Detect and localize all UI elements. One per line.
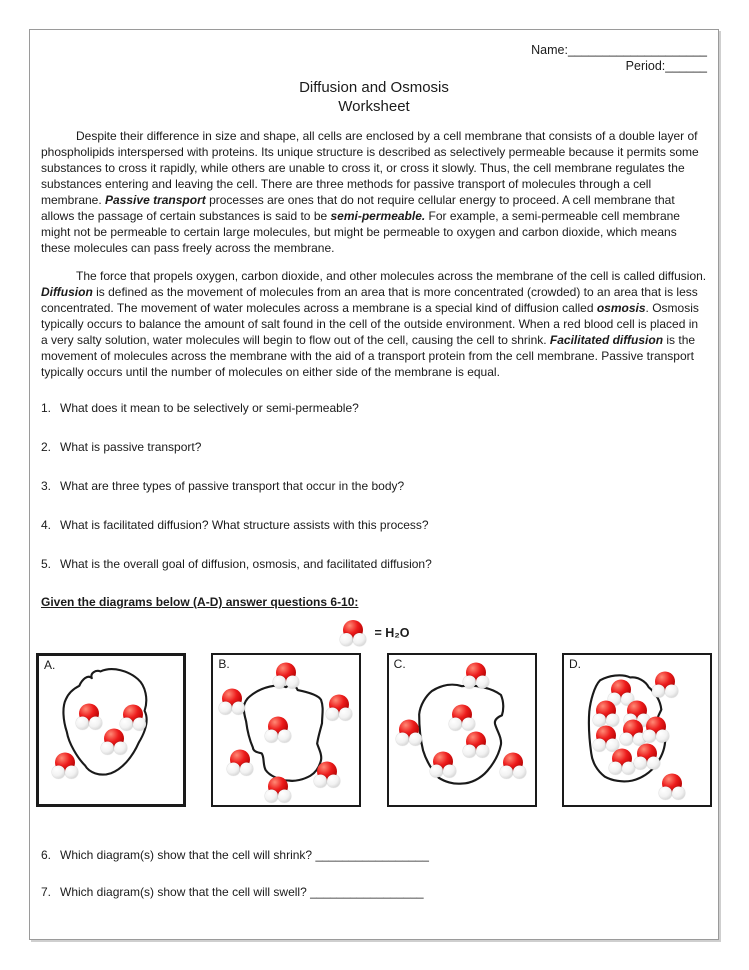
diagram-d (562, 653, 712, 807)
water-molecule-outside (312, 762, 342, 789)
question-5 (41, 556, 707, 572)
water-molecule-outside (394, 720, 424, 747)
water-molecule-inside (428, 751, 458, 778)
diagram-a (36, 653, 186, 807)
diagram-b-label: B. (218, 657, 230, 671)
water-molecule-outside (461, 663, 491, 690)
question-4-text: What is facilitated diffusion? What structure assists with this process? (60, 518, 429, 532)
hydrogen-sphere (286, 676, 299, 689)
hydrogen-sphere (652, 685, 665, 698)
hydrogen-sphere (476, 676, 489, 689)
diagram-d-molecules (564, 655, 710, 805)
hydrogen-sphere (227, 763, 240, 776)
diagram-row (36, 653, 712, 807)
title-line-1: Diffusion and Osmosis (299, 79, 449, 96)
question-6-text: Which diagram(s) show that the cell will shrink? (60, 848, 313, 862)
question-3-text: What are three types of passive transport that occur in the body? (60, 479, 405, 493)
hydrogen-sphere (609, 761, 622, 774)
hydrogen-sphere (463, 676, 476, 689)
hydrogen-sphere (620, 733, 633, 746)
worksheet-page (29, 29, 719, 940)
water-molecule-outside (50, 752, 80, 779)
period-row (41, 58, 707, 74)
question-7-number: 7. (41, 885, 52, 899)
question-2-text: What is passive transport? (60, 440, 202, 454)
diagram-section-heading: Given the diagrams below (A-D) answer questions 6-10: (41, 595, 359, 609)
question-4 (41, 517, 707, 533)
diagram-b (211, 653, 361, 807)
water-molecule-outside (263, 777, 293, 804)
hydrogen-sphere (513, 766, 526, 779)
question-2 (41, 439, 707, 455)
question-7-text: Which diagram(s) show that the cell will swell? (60, 885, 307, 899)
bottom-question-list (41, 847, 707, 900)
hydrogen-sphere (659, 787, 672, 800)
water-molecule-icon (338, 620, 368, 647)
water-molecule-inside (263, 717, 293, 744)
hydrogen-sphere (273, 676, 286, 689)
hydrogen-sphere (114, 741, 127, 754)
hydrogen-sphere (265, 730, 278, 743)
question-4-number: 4. (41, 518, 52, 532)
diagram-d-label: D. (568, 657, 581, 671)
question-5-text: What is the overall goal of diffusion, osmosis, and facilitated diffusion? (60, 557, 432, 571)
hydrogen-sphere (443, 764, 456, 777)
hydrogen-sphere (76, 716, 89, 729)
water-molecule-inside (74, 703, 104, 730)
legend (41, 619, 707, 647)
diagram-c (387, 653, 537, 807)
name-label: Name: (531, 43, 568, 57)
water-molecule-outside (498, 753, 528, 780)
water-molecule-inside (632, 744, 662, 771)
hydrogen-sphere (101, 741, 114, 754)
question-6-number: 6. (41, 848, 52, 862)
legend-label: = H₂O (374, 626, 410, 640)
intro-paragraph-1: Despite their difference in size and shape, all cells are enclosed by a cell membrane that consists of a double layer of phospholipids interspersed with proteins. Its unique structure is described as selectively permeable because it permits some substances to cross it rapidly, while others are unable to cross it, or cross it slowly. Thus, the cell membrane regulates the substances entering and leaving the cell. There are three methods for passive transport of molecules through a cell membrane. Passive transport processes are ones that do not require cellular energy to proceed. A cell membrane that allows the passage of certain substances is said to be semi-permeable. For example, a semi-permeable cell membrane might not be permeable to certain large molecules, but might be permeable to oxygen and carbon dioxide, which means these molecules can pass freely across the membrane. (41, 129, 699, 255)
water-molecule-outside (217, 688, 247, 715)
name-row (41, 42, 707, 58)
hydrogen-sphere (133, 718, 146, 731)
header-block (41, 42, 707, 74)
hydrogen-sphere (219, 701, 232, 714)
hydrogen-sphere (327, 775, 340, 788)
hydrogen-sphere (593, 739, 606, 752)
question-1-number: 1. (41, 401, 52, 415)
question-1 (41, 400, 707, 416)
hydrogen-sphere (672, 787, 685, 800)
question-5-number: 5. (41, 557, 52, 571)
hydrogen-sphere (476, 745, 489, 758)
hydrogen-sphere (89, 716, 102, 729)
diagram-c-molecules (389, 655, 535, 805)
question-3 (41, 478, 707, 494)
hydrogen-sphere (339, 707, 352, 720)
diagram-a-molecules (39, 656, 183, 804)
water-molecule-inside (99, 728, 129, 755)
water-molecule-outside (324, 694, 354, 721)
hydrogen-sphere-right (353, 633, 366, 646)
hydrogen-sphere-left (340, 633, 353, 646)
hydrogen-sphere (278, 730, 291, 743)
hydrogen-sphere (647, 757, 660, 770)
question-7 (41, 884, 707, 900)
hydrogen-sphere (409, 733, 422, 746)
hydrogen-sphere (449, 718, 462, 731)
water-molecule-inside (461, 732, 491, 759)
hydrogen-sphere (643, 730, 656, 743)
hydrogen-sphere (232, 701, 245, 714)
hydrogen-sphere (634, 757, 647, 770)
hydrogen-sphere (314, 775, 327, 788)
page-title (41, 78, 707, 116)
question-2-number: 2. (41, 440, 52, 454)
hydrogen-sphere (396, 733, 409, 746)
question-1-text: What does it mean to be selectively or semi-permeable? (60, 401, 359, 415)
water-molecule-outside (271, 663, 301, 690)
period-blank-line: ______ (665, 59, 707, 73)
hydrogen-sphere (463, 745, 476, 758)
diagram-a-label: A. (44, 658, 56, 672)
question-6-answer-line: _________________ (315, 848, 429, 862)
diagram-c-label: C. (393, 657, 406, 671)
water-molecule-outside (657, 774, 687, 801)
water-molecule-inside (447, 705, 477, 732)
title-line-2: Worksheet (338, 98, 410, 115)
diagram-b-molecules (213, 655, 359, 805)
name-blank-line: ____________________ (567, 43, 707, 57)
hydrogen-sphere (665, 685, 678, 698)
hydrogen-sphere (656, 730, 669, 743)
hydrogen-sphere (278, 790, 291, 803)
intro-paragraph-2: The force that propels oxygen, carbon dioxide, and other molecules across the membrane of the cell is called diffusion. Diffusion is defined as the movement of molecules from an area that is more concentrated (crowded) to an area that is less concentrated. The movement of water molecules across a membrane is a special kind of diffusion called osmosis. Osmosis typically occurs to balance the amount of salt found in the cell of the outside environment. When a red blood cell is placed in a very salty solution, water molecules will begin to flow out of the cell, causing the cell to shrink. Facilitated diffusion is the movement of molecules across the membrane with the aid of a transport protein from the cell membrane. Passive transport typically occurs until the number of molecules on either side of the membrane is equal. (41, 269, 707, 379)
hydrogen-sphere (265, 790, 278, 803)
question-6 (41, 847, 707, 863)
hydrogen-sphere (430, 764, 443, 777)
question-7-answer-line: _________________ (310, 885, 424, 899)
hydrogen-sphere (593, 713, 606, 726)
hydrogen-sphere (462, 718, 475, 731)
hydrogen-sphere (240, 763, 253, 776)
question-3-number: 3. (41, 479, 52, 493)
hydrogen-sphere (326, 707, 339, 720)
water-molecule-outside (225, 750, 255, 777)
hydrogen-sphere (52, 765, 65, 778)
water-molecule-outside (650, 672, 680, 699)
period-label: Period: (625, 59, 666, 73)
question-list (41, 400, 707, 572)
hydrogen-sphere (65, 765, 78, 778)
hydrogen-sphere (500, 766, 513, 779)
water-molecule-inside (641, 717, 671, 744)
